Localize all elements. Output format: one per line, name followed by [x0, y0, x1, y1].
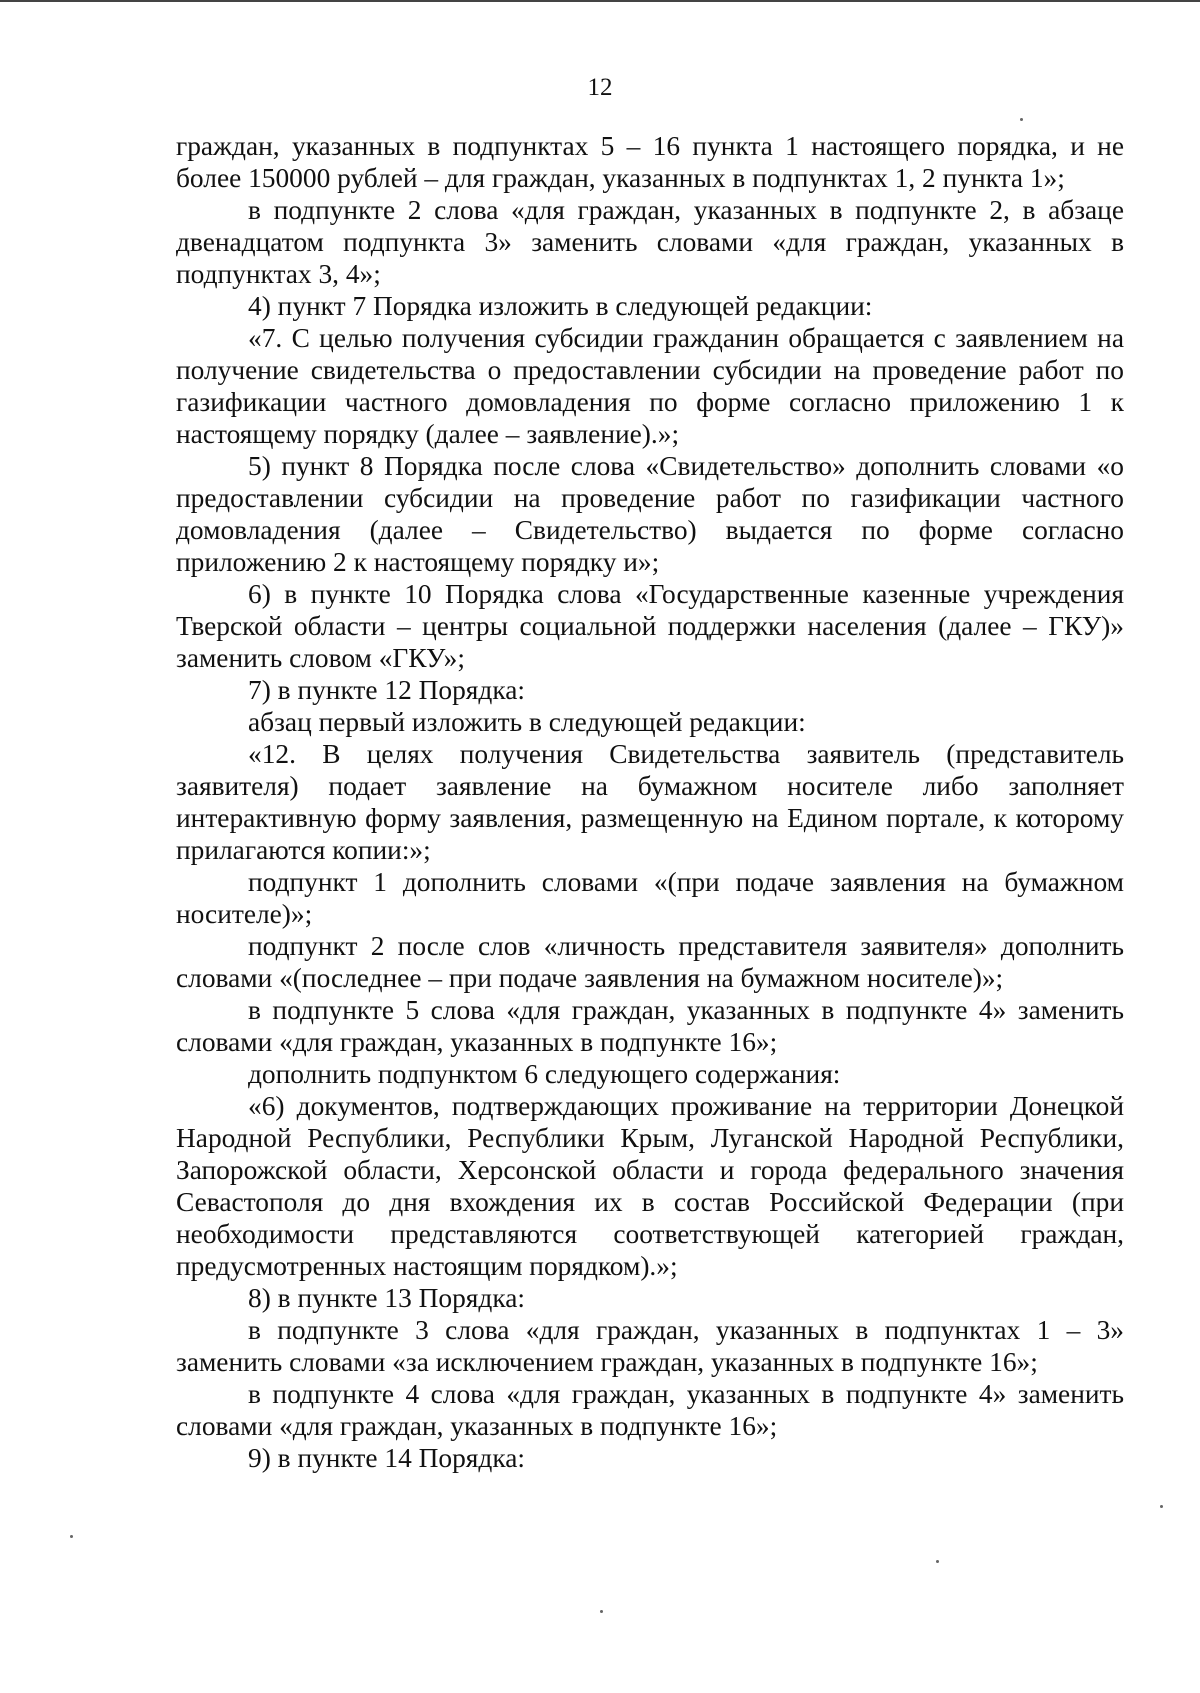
paragraph-3: 4) пункт 7 Порядка изложить в следующей редакции: — [248, 291, 873, 321]
paragraph-16: в подпункте 3 слова «для граждан, указанных в подпунктах 1 – 3» заменить словами «за исключением граждан, указанных в подпункте 16»; — [176, 1315, 1124, 1377]
paragraph-8: абзац первый изложить в следующей редакции: — [248, 707, 806, 737]
paragraph-1: граждан, указанных в подпунктах 5 – 16 пункта 1 настоящего порядка, и не более 150000 рублей – для граждан, указанных в подпунктах 1, 2 пункта 1»; — [176, 131, 1124, 193]
scan-speck — [600, 1610, 603, 1613]
paragraph-2: в подпункте 2 слова «для граждан, указанных в подпункте 2, в абзаце двенадцатом подпункта 3» заменить словами «для граждан, указанных в подпунктах 3, 4»; — [176, 195, 1124, 289]
paragraph-17: в подпункте 4 слова «для граждан, указанных в подпункте 4» заменить словами «для граждан, указанных в подпункте 16»; — [176, 1379, 1124, 1441]
page-number: 12 — [587, 74, 613, 101]
paragraph-13: дополнить подпунктом 6 следующего содержания: — [248, 1059, 841, 1089]
paragraph-18: 9) в пункте 14 Порядка: — [248, 1443, 525, 1473]
paragraph-14: «6) документов, подтверждающих проживание на территории Донецкой Народной Республики, Республики Крым, Луганской Народной Республики, Запорожской области, Херсонской области и города федерального значения Севастополя до дня вхождения их в состав Российской Федерации (при необходимости представляются соответствующей категорией граждан, предусмотренных настоящим порядком).»; — [176, 1091, 1124, 1281]
scan-speck — [936, 1560, 939, 1563]
paragraph-10: подпункт 1 дополнить словами «(при подаче заявления на бумажном носителе)»; — [176, 867, 1124, 929]
paragraph-12: в подпункте 5 слова «для граждан, указанных в подпункте 4» заменить словами «для граждан, указанных в подпункте 16»; — [176, 995, 1124, 1057]
document-body — [176, 130, 1124, 1474]
scan-speck — [1020, 118, 1023, 121]
paragraph-9: «12. В целях получения Свидетельства заявитель (представитель заявителя) подает заявление на бумажном носителе либо заполняет интерактивную форму заявления, размещенную на Едином портале, к которому прилагаются копии:»; — [176, 739, 1124, 865]
paragraph-15: 8) в пункте 13 Порядка: — [248, 1283, 525, 1313]
paragraph-6: 6) в пункте 10 Порядка слова «Государственные казенные учреждения Тверской области – центры социальной поддержки населения (далее – ГКУ)» заменить словом «ГКУ»; — [176, 579, 1124, 673]
scan-top-edge — [0, 0, 1200, 2]
paragraph-5: 5) пункт 8 Порядка после слова «Свидетельство» дополнить словами «о предоставлении субсидии на проведение работ по газификации частного домовладения (далее – Свидетельство) выдается по форме согласно приложению 2 к настоящему порядку и»; — [176, 451, 1124, 577]
scan-speck — [70, 1535, 73, 1538]
paragraph-4: «7. С целью получения субсидии гражданин обращается с заявлением на получение свидетельства о предоставлении субсидии на проведение работ по газификации частного домовладения по форме согласно приложению 1 к настоящему порядку (далее – заявление).»; — [176, 323, 1124, 449]
paragraph-7: 7) в пункте 12 Порядка: — [248, 675, 525, 705]
paragraph-11: подпункт 2 после слов «личность представителя заявителя» дополнить словами «(последнее – при подаче заявления на бумажном носителе)»; — [176, 931, 1124, 993]
scan-speck — [1160, 1505, 1163, 1508]
